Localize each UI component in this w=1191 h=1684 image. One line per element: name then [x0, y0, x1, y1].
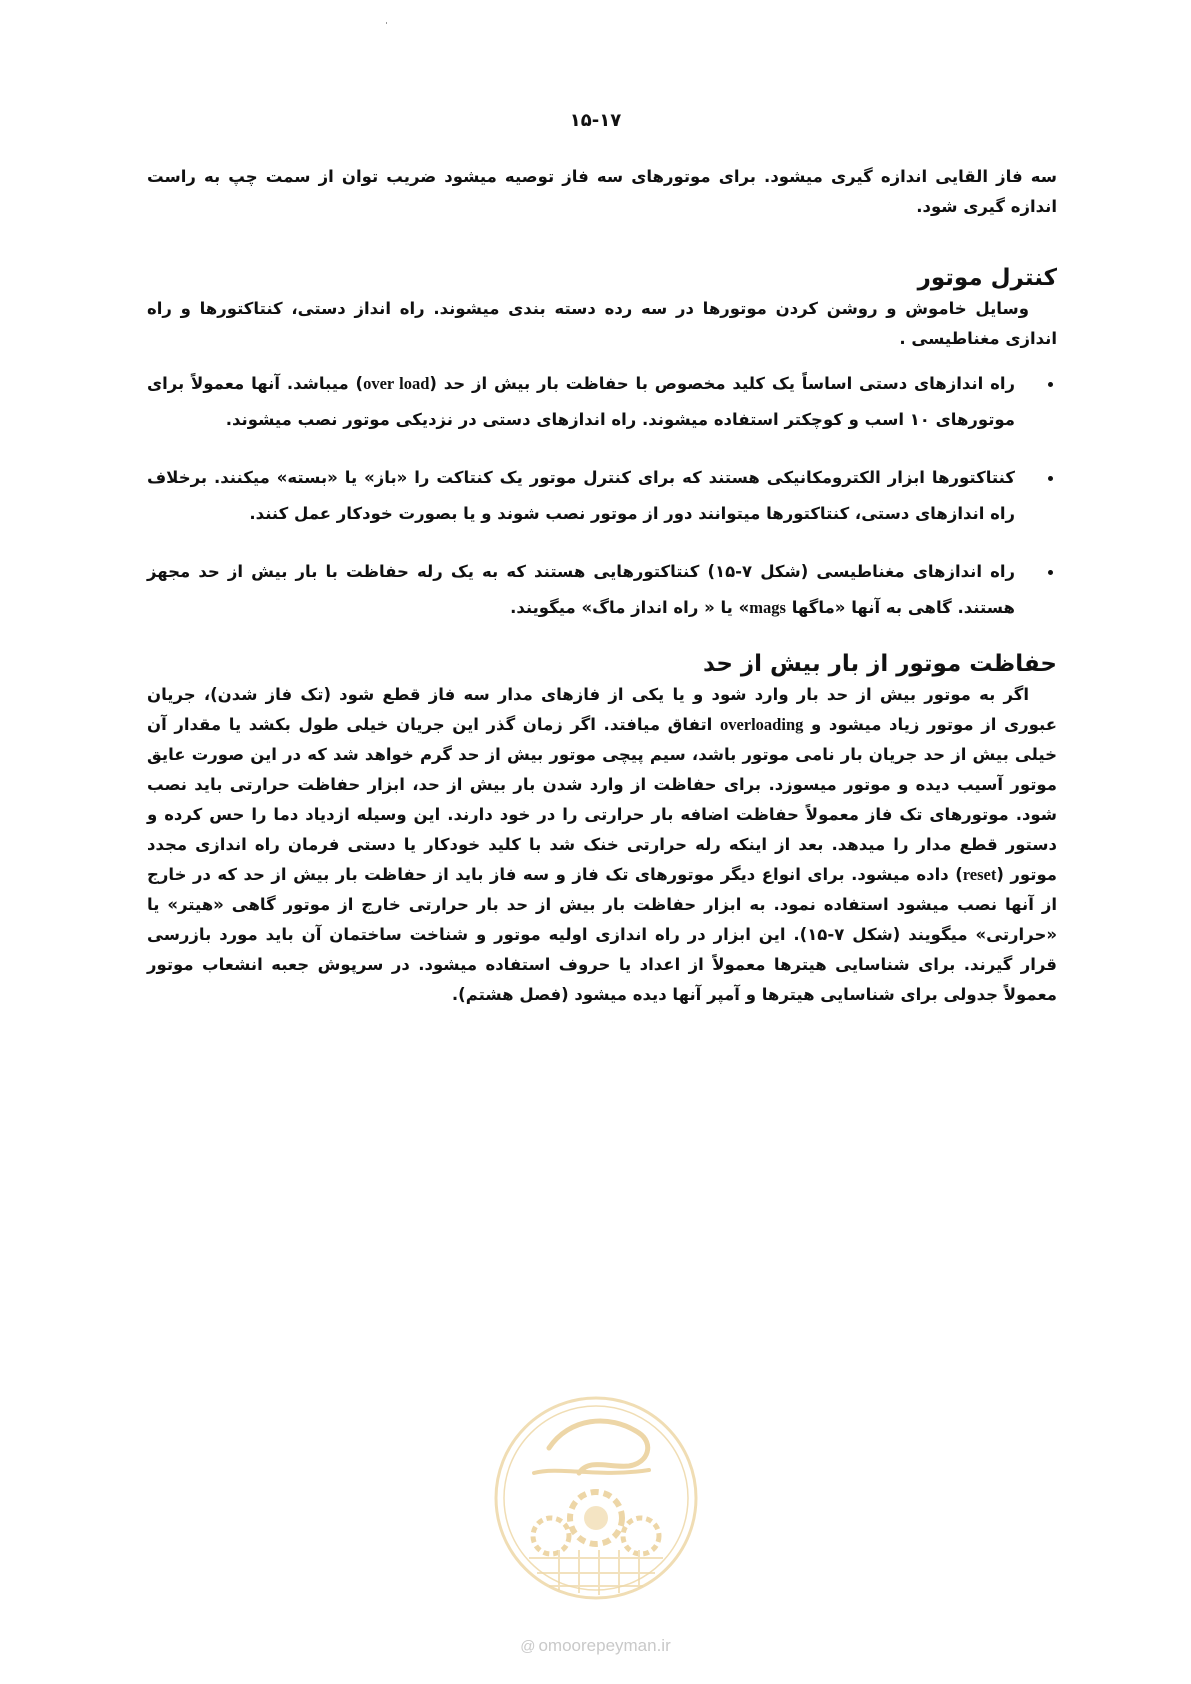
list-item-contactors	[147, 460, 1015, 532]
intro-paragraph: سه فاز القایی اندازه گیری میشود. برای موتورهای سه فاز توصیه میشود ضریب توان از سمت چپ به راست اندازه گیری شود.	[147, 167, 1057, 216]
paragraph-text: ) داده میشود. برای انواع دیگر موتورهای تک فاز و سه فاز باید از حفاظت بار بیش از حد که در خارج از آنها نصب میشود استفاده نمود. به ابزار حفاظت بار بیش از حد بار حرارتی خارج از موتور گاهی «هیتر» یا «حرارتی» میگویند (شکل ۷-۱۵). این ابزار در راه اندازی اولیه موتور و شناخت ساختمان آن باید مورد بازرسی قرار گیرند. برای شناسایی هیترها معمولاً از اعداد یا حروف استفاده میشود. در سرپوش جعبه انشعاب موتور معمولاً جدولی برای شناسایی هیترها و آمپر آنها دیده میشود (فصل هشتم).	[147, 865, 1057, 1004]
list-item-magnetic-starter	[147, 554, 1015, 626]
heading-motor-control: کنترل موتور	[917, 265, 1057, 291]
latin-term-reset: reset	[962, 865, 997, 884]
heading-overload-protection: حفاظت موتور از بار بیش از حد	[703, 651, 1057, 677]
list-item-manual-starter	[147, 366, 1015, 438]
watermark-logo	[489, 1378, 703, 1618]
paragraph-text: اتفاق میافتد. اگر زمان گذر این جریان خیلی طول بکشد یا مقدار آن خیلی بیش از حد جریان بار نامی موتور باشد، سیم پیچی موتور بیش از حد گرم خواهد شد که در این صورت عایق موتور آسیب دیده و موتور میسوزد. برای حفاظت از وارد شدن بار بیش از حد، ابزار حفاظت حرارتی باید نصب شود. موتورهای تک فاز معمولاً حفاظت اضافه بار حرارتی را در خود دارند. این وسیله ازدیاد دما را حس کرده و دستور قطع مدار را میدهد. بعد از اینکه رله حرارتی خنک شد با کلید خودکار یا دستی فرمان راه اندازی مجدد موتور (	[147, 715, 1058, 884]
latin-term-overloading: overloading	[719, 715, 804, 734]
scan-mark	[386, 22, 387, 24]
at-icon: @	[520, 1638, 536, 1655]
bullet-icon	[1048, 570, 1053, 575]
watermark-url: omoorepeyman.ir	[538, 1636, 671, 1655]
starter-types-list	[147, 366, 1057, 626]
bullet-text: راه اندازهای دستی اساساً یک کلید مخصوص با حفاظت بار بیش از حد (	[429, 374, 1015, 393]
paragraph-text: اگر به موتور بیش از حد بار وارد شود و یا یکی از فازهای مدار سه فاز قطع شود (تک فاز شدن)، جریان عبوری از موتور زیاد میشود و	[147, 685, 1057, 734]
motor-control-paragraph: وسایل خاموش و روشن کردن موتورها در سه رده دسته بندی میشوند. راه انداز دستی، کنتاکتورها و راه اندازی مغناطیسی .	[147, 299, 1057, 348]
overload-protection-paragraph	[147, 680, 1057, 1010]
page-content	[147, 162, 1057, 1010]
bullet-latin-term: mags	[749, 598, 786, 617]
page-number: ۱۵-۱۷	[569, 110, 622, 131]
bullet-latin-term: over load	[363, 374, 430, 393]
bullet-text-cont: ) میباشد. آنها معمولاً برای موتورهای ۱۰ اسب و کوچکتر استفاده میشوند. راه اندازهای دستی در نزدیکی موتور نصب میشوند.	[147, 374, 1015, 429]
watermark-site	[0, 1636, 1191, 1656]
bullet-icon	[1048, 476, 1053, 481]
bullet-text-cont: » یا « راه انداز ماگ» میگویند.	[510, 598, 750, 617]
bullet-icon	[1048, 382, 1053, 387]
bullet-text: کنتاکتورها ابزار الکترومکانیکی هستند که برای کنترل موتور یک کنتاکت را «باز» یا «بسته» میکنند. برخلاف راه اندازهای دستی، کنتاکتورها میتوانند دور از موتور نصب شوند و یا بصورت خودکار عمل کنند.	[147, 468, 1015, 523]
bullet-text: راه اندازهای مغناطیسی (شکل ۷-۱۵) کنتاکتورهایی هستند که به یک رله حفاظت با بار بیش از حد مجهز هستند. گاهی به آنها «ماگها	[147, 562, 1015, 617]
